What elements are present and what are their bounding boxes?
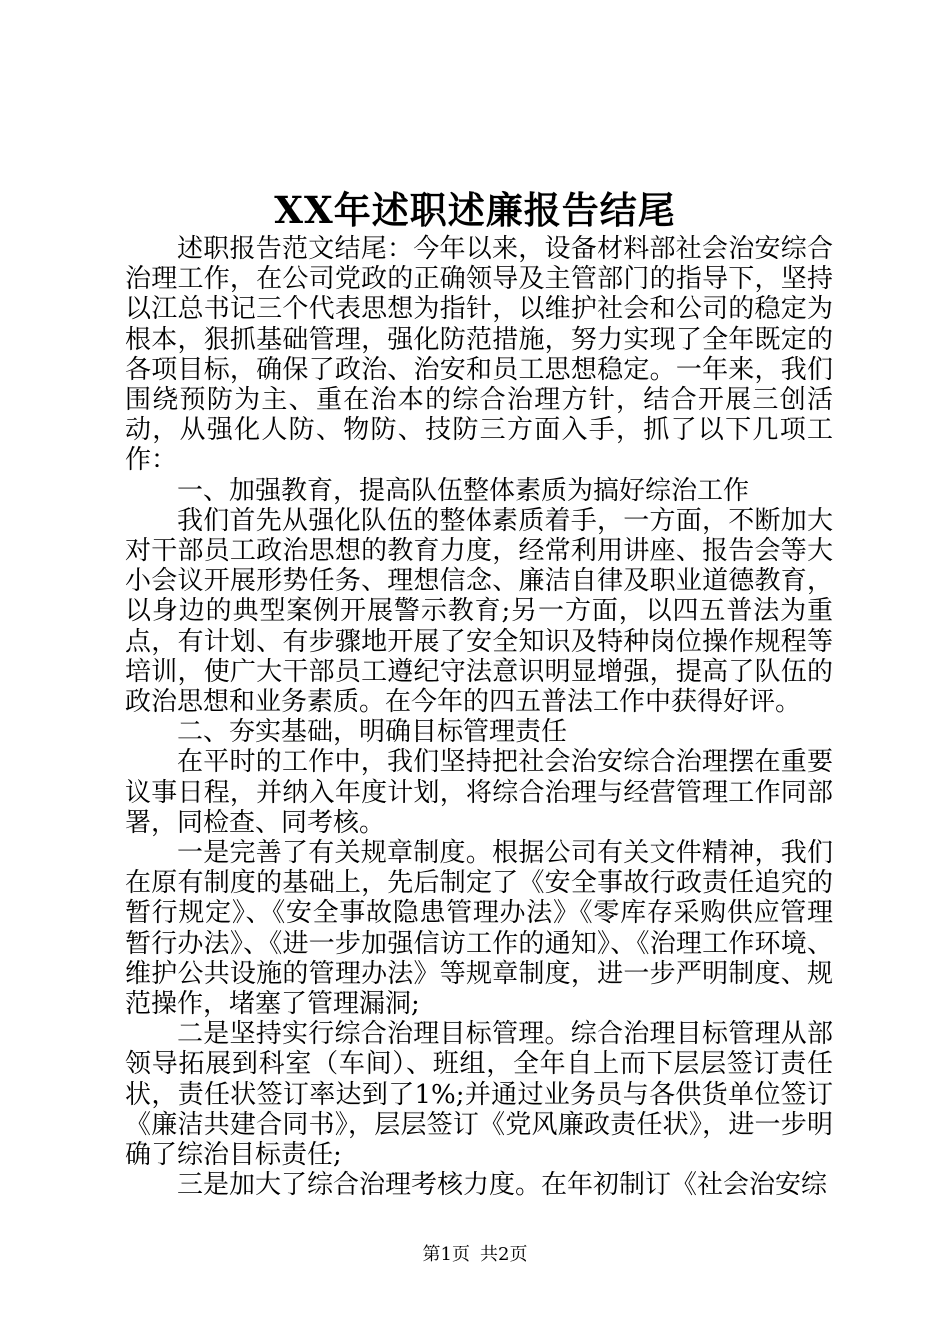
- document-title: XX年述职述廉报告结尾: [274, 188, 676, 232]
- paragraph-target-management: 二是坚持实行综合治理目标管理。综合治理目标管理从部领导拓展到科室（车间）、班组，全年自上而下层层签订责任状，责任状签订率达到了1%;并通过业务员与各供货单位签订《廉洁共建合同书》，层层签订《党风廉政责任状》，进一步明确了综治目标责任;: [125, 1019, 833, 1171]
- paragraph-assessment: 三是加大了综合治理考核力度。在年初制订《社会治安综: [177, 1170, 828, 1201]
- paragraph-daily-work: 在平时的工作中，我们坚持把社会治安综合治理摆在重要议事日程，并纳入年度计划，将综合治理与经营管理工作同部署，同检查、同考核。: [125, 747, 833, 838]
- paragraph-intro: 述职报告范文结尾：今年以来，设备材料部社会治安综合治理工作，在公司党政的正确领导及主管部门的指导下，坚持以江总书记三个代表思想为指针，以维护社会和公司的稳定为根本，狠抓基础管理，强化防范措施，努力实现了全年既定的各项目标，确保了政治、治安和员工思想稳定。一年来，我们围绕预防为主、重在治本的综合治理方针，结合开展三创活动，从强化人防、物防、技防三方面入手，抓了以下几项工作：: [125, 234, 833, 476]
- page-total: 共2页: [480, 1244, 528, 1265]
- document-body: [125, 234, 833, 1201]
- page-number: 第1页: [422, 1244, 470, 1265]
- section-heading-1: 一、加强教育，提高队伍整体素质为搞好综治工作: [177, 475, 750, 506]
- page-footer: [0, 1243, 950, 1267]
- paragraph-education: 我们首先从强化队伍的整体素质着手，一方面，不断加大对干部员工政治思想的教育力度，经常利用讲座、报告会等大小会议开展形势任务、理想信念、廉洁自律及职业道德教育，以身边的典型案例开展警示教育;另一方面，以四五普法为重点，有计划、有步骤地开展了安全知识及特种岗位操作规程等培训，使广大干部员工遵纪守法意识明显增强，提高了队伍的政治思想和业务素质。在今年的四五普法工作中获得好评。: [125, 505, 833, 718]
- section-heading-2: 二、夯实基础，明确目标管理责任: [177, 717, 568, 748]
- paragraph-rules: 一是完善了有关规章制度。根据公司有关文件精神，我们在原有制度的基础上，先后制定了《安全事故行政责任追究的暂行规定》、《安全事故隐患管理办法》《零库存采购供应管理暂行办法》、《进一步加强信访工作的通知》、《治理工作环境、维护公共设施的管理办法》等规章制度，进一步严明制度、规范操作，堵塞了管理漏洞;: [125, 838, 833, 1020]
